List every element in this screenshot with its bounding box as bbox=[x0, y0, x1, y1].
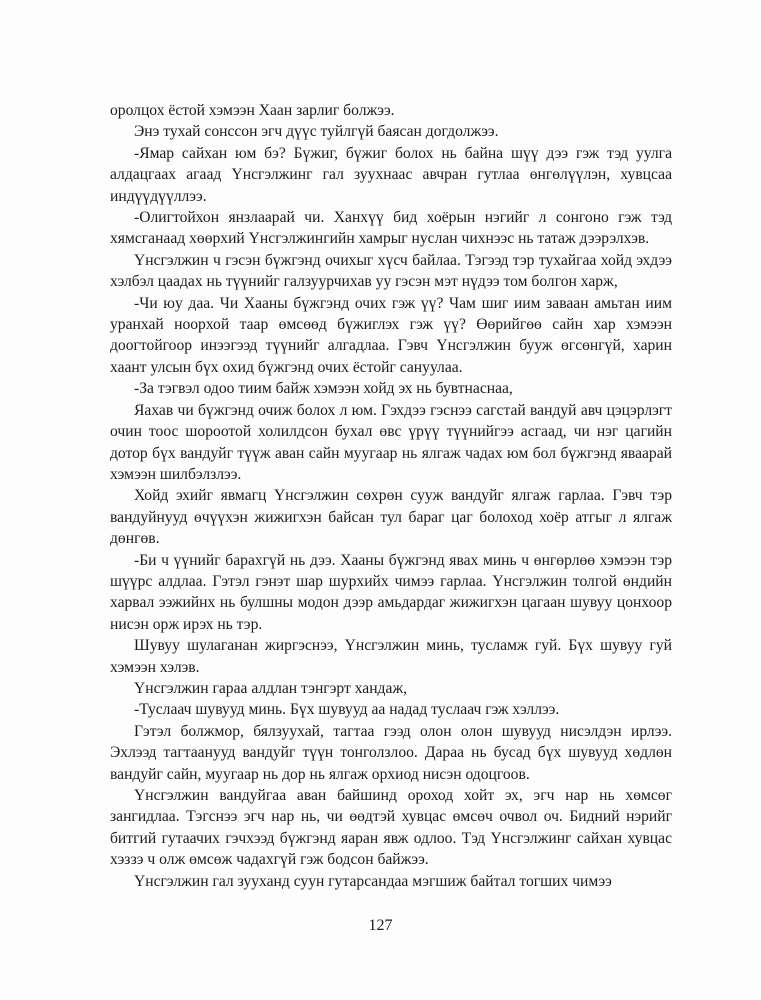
paragraph: Үнсгэлжин гараа алдлан тэнгэрт хандаж, bbox=[134, 679, 408, 697]
paragraph: Үнсгэлжин вандуйгаа аван байшинд ороход хойт эх, эгч нар нь хөмсөг зангидлаа. Тэгснээ эгч нар нь, чи өөдтэй хувцас өмсөч очвол оч. Бидний нэрийг битгий гутаачих гэчхээд бүжгэнд яаран явж одлоо. Тэд Үнсгэлжинг сайхан хувцас хэззэ ч олж өмсөж чадахгүй гэж бодсон байжээ. bbox=[110, 787, 672, 869]
paragraph: Хойд эхийг явмагц Үнсгэлжин сөхрөн сууж вандуйг ялгаж гарлаа. Гэвч тэр вандуйнууд өчүүхэн жижигхэн байсан тул бараг цаг болоход хоёр атгыг л ялгаж дөнгөв. bbox=[110, 487, 672, 548]
paragraph: оролцох ёстой хэмээн Хаан зарлиг болжээ. bbox=[110, 102, 395, 119]
paragraph: -Чи юу даа. Чи Хааны бүжгэнд очих гэж үү? Чам шиг иим заваан амьтан иим уранхай ноорхой таар өмсөөд бүжиглэх гэж үү? Өөрийгөө сайн хар хэмээн доогтойгоор инээгээд түүнийг алгадлаа. Гэвч Үнсгэлжин бууж өгсөнгүй, харин хаант улсын бүх охид бүжгэнд очих ёстойг сануулаа. bbox=[110, 294, 672, 376]
paragraph: -Туслаач шувууд минь. Бүх шувууд аа надад туслаач гэж хэллээ. bbox=[134, 701, 560, 719]
paragraph: Энэ тухай сонссон эгч дүүс туйлгүй баясан догдолжээ. bbox=[134, 123, 499, 141]
page-body-text bbox=[110, 100, 672, 892]
paragraph: -Олигтойхон янзлаарай чи. Ханхүү бид хоёрын нэгийг л сонгоно гэж тэд хямсганаад хөөрхий Үнсгэлжингийн хамрыг нyслан чихнээс нь татаж дээрэлхэв. bbox=[110, 209, 672, 248]
paragraph: Гэтэл болжмор, бялзуухай, тагтаа гээд олон олон шувууд нисэлдэн ирлээ. Эхлээд тагтаанууд вандуйг түүн тонголзлоо. Дараа нь бусад бүх шувууд хөдлөн вандуйг сайн, муугаар нь дор нь ялгаж орхиод нисэн одоцгоов. bbox=[110, 722, 672, 783]
paragraph: -Ямар сайхан юм бэ? Бүжиг, бүжиг болох нь байна шүү дээ гэж тэд уулга алдацгаах агаад Үнсгэлжинг гал зуухнаас авчран гутлаа өнгөлүүлэн, хувцсаа индүүдүүллээ. bbox=[110, 144, 672, 205]
paragraph: -За тэгвэл одоо тиим байж хэмээн хойд эх нь бувтнаснаа, bbox=[134, 380, 513, 398]
paragraph: Яахав чи бүжгэнд очиж болох л юм. Гэхдээ гэснээ сагстай вандуй авч цэцэрлэгт очин тоос шороотой холилдсон бухал өвс үрүү түүнийгээ асгаад, чи нэг цагийн дотор бүх вандуйг түүж аван сайн муугаар нь ялгаж чадах юм бол бүжгэнд яваарай хэмээн шилбэлзлээ. bbox=[110, 401, 672, 483]
paragraph: Үнсгэлжин ч гэсэн бүжгэнд очихыг хүсч байлаа. Тэгээд тэр тухайгаа хойд эхдээ хэлбэл цаадах нь түүнийг галзуурчихав уу гэсэн мэт нүдээ том болгон харж, bbox=[110, 251, 672, 291]
paragraph: Үнсгэлжин гал зууханд суун гутарсандаа мэгшиж байтал тогших чимээ bbox=[134, 872, 612, 890]
paragraph: -Би ч үүнийг барахгүй нь дээ. Хааны бүжгэнд явах минь ч өнгөрлөө хэмээн тэр шүүрс алдлаа. Гэтэл гэнэт шар шурхийх чимээ гарлаа. Үнсгэлжин толгой өндийн харвал ээжийнх нь булшны модон дээр амьдардаг жижигхэн цагаан шувуу цонхоор нисэн орж ирэх нь тэр. bbox=[110, 551, 672, 633]
paragraph: Шувуу шулаганан жиргэснээ, Үнсгэлжин минь, тусламж гуй. Бүх шувуу гуй хэмээн хэлэв. bbox=[110, 637, 672, 676]
page-number: 127 bbox=[368, 917, 393, 934]
